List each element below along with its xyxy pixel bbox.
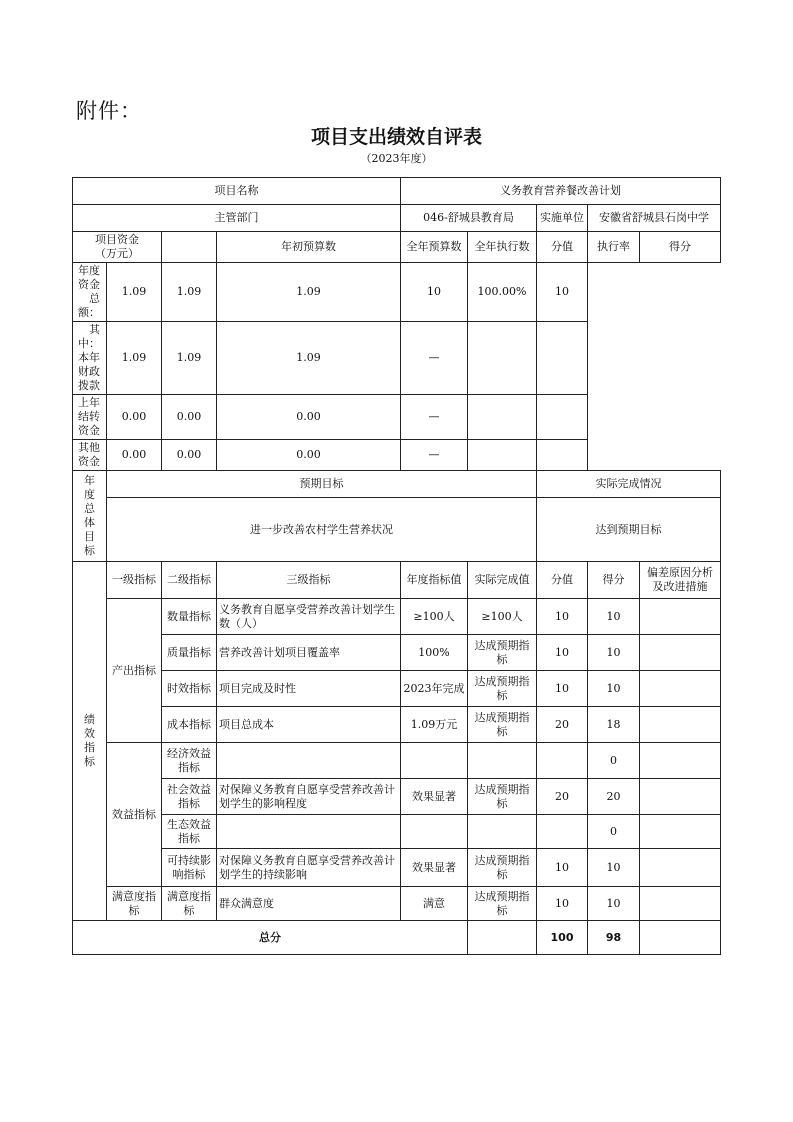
indicator-note [640, 815, 721, 849]
page-title: 项目支出绩效自评表 [310, 126, 482, 148]
funds-cell: 0.00 [217, 440, 401, 471]
funds-cell [537, 322, 588, 395]
indicator-score-value: 10 [537, 887, 588, 921]
group-satisfaction: 满意度指标 [107, 887, 162, 921]
funds-cell: 1.09 [162, 322, 217, 395]
indicator-target: ≥100人 [401, 599, 468, 635]
funds-label: 项目资金 （万元） [73, 232, 162, 263]
indicator-score-value [537, 743, 588, 779]
indicator-score-value: 10 [537, 671, 588, 707]
total-label: 总分 [73, 921, 468, 955]
expected-value: 进一步改善农村学生营养状况 [107, 498, 537, 562]
indicator-target: 100% [401, 635, 468, 671]
funds-cell: — [401, 322, 468, 395]
indicator-note [640, 707, 721, 743]
project-name-label: 项目名称 [73, 178, 401, 205]
indicator-target [401, 815, 468, 849]
dept-value: 046-舒城县教育局 [401, 205, 537, 232]
indicator-target: 1.09万元 [401, 707, 468, 743]
indicator-l3: 对保障义务教育自愿享受营养改善计划学生的持续影响 [217, 849, 401, 887]
indicator-score: 10 [588, 671, 640, 707]
indicator-score-value: 20 [537, 779, 588, 815]
indicator-target [401, 743, 468, 779]
unit-label: 实施单位 [537, 205, 588, 232]
indicator-actual: ≥100人 [468, 599, 537, 635]
indicator-score: 20 [588, 779, 640, 815]
indicator-target: 满意 [401, 887, 468, 921]
indicator-l2: 成本指标 [162, 707, 217, 743]
funds-cell: — [401, 440, 468, 471]
funds-row-label: 年度资金总额： [73, 263, 107, 322]
actual-header: 实际完成情况 [537, 471, 721, 498]
indicator-l3: 义务教育自愿享受营养改善计划学生数（人） [217, 599, 401, 635]
group-output: 产出指标 [107, 599, 162, 743]
indicator-note [640, 849, 721, 887]
indicator-actual: 达成预期指标 [468, 671, 537, 707]
indicator-l2: 经济效益指标 [162, 743, 217, 779]
funds-cell: 0.00 [107, 395, 162, 440]
indicator-note [640, 887, 721, 921]
indicator-score-value: 10 [537, 849, 588, 887]
indicator-score-value: 10 [537, 635, 588, 671]
funds-header: 分值 [537, 232, 588, 263]
indicator-actual: 达成预期指标 [468, 707, 537, 743]
funds-cell [537, 395, 588, 440]
project-name-value: 义务教育营养餐改善计划 [401, 178, 721, 205]
indicator-note [640, 635, 721, 671]
funds-cell: 1.09 [107, 263, 162, 322]
indicator-score: 10 [588, 849, 640, 887]
actual-value: 达到预期目标 [537, 498, 721, 562]
funds-cell: 0.00 [217, 395, 401, 440]
total-note [640, 921, 721, 955]
funds-cell: 0.00 [162, 395, 217, 440]
funds-cell: 0.00 [162, 440, 217, 471]
indicator-actual: 达成预期指标 [468, 779, 537, 815]
indicator-l3: 营养改善计划项目覆盖率 [217, 635, 401, 671]
funds-cell [468, 440, 537, 471]
indicator-l2: 可持续影响指标 [162, 849, 217, 887]
indicator-header: 三级指标 [217, 562, 401, 599]
indicator-header: 偏差原因分析 及改进措施 [640, 562, 721, 599]
funds-header: 全年预算数 [401, 232, 468, 263]
funds-cell: 0.00 [107, 440, 162, 471]
total-score: 98 [588, 921, 640, 955]
indicator-score: 0 [588, 743, 640, 779]
indicator-l2: 质量指标 [162, 635, 217, 671]
indicator-l3: 群众满意度 [217, 887, 401, 921]
indicator-l2: 数量指标 [162, 599, 217, 635]
funds-cell [468, 395, 537, 440]
funds-cell: 1.09 [107, 322, 162, 395]
indicator-target: 2023年完成 [401, 671, 468, 707]
total-actual [468, 921, 537, 955]
group-benefit: 效益指标 [107, 743, 162, 887]
indicator-score: 10 [588, 635, 640, 671]
expected-header: 预期目标 [107, 471, 537, 498]
indicator-actual: 达成预期指标 [468, 635, 537, 671]
indicator-actual: 达成预期指标 [468, 887, 537, 921]
indicator-actual [468, 815, 537, 849]
unit-value: 安徽省舒城县石岗中学 [588, 205, 721, 232]
indicator-score-value: 10 [537, 599, 588, 635]
indicator-note [640, 671, 721, 707]
indicator-note [640, 599, 721, 635]
funds-cell: 1.09 [162, 263, 217, 322]
funds-cell: 1.09 [217, 263, 401, 322]
indicators-label: 绩 效 指 标 [73, 562, 107, 921]
indicator-header: 二级指标 [162, 562, 217, 599]
indicator-l2: 满意度指标 [162, 887, 217, 921]
funds-cell: — [401, 395, 468, 440]
funds-row-label: 其他资金 [73, 440, 107, 471]
funds-cell: 100.00% [468, 263, 537, 322]
funds-cell: 10 [537, 263, 588, 322]
indicator-target: 效果显著 [401, 849, 468, 887]
total-score-value: 100 [537, 921, 588, 955]
funds-cell: 1.09 [217, 322, 401, 395]
indicator-l3: 项目完成及时性 [217, 671, 401, 707]
indicator-score: 0 [588, 815, 640, 849]
indicator-header: 一级指标 [107, 562, 162, 599]
indicator-l2: 生态效益指标 [162, 815, 217, 849]
funds-cell [468, 322, 537, 395]
indicator-target: 效果显著 [401, 779, 468, 815]
indicator-actual [468, 743, 537, 779]
indicator-score: 18 [588, 707, 640, 743]
indicator-l3: 对保障义务教育自愿享受营养改善计划学生的影响程度 [217, 779, 401, 815]
indicator-score-value [537, 815, 588, 849]
evaluation-table [72, 177, 721, 955]
funds-cell [537, 440, 588, 471]
funds-header: 得分 [640, 232, 721, 263]
indicator-note [640, 743, 721, 779]
indicator-actual: 达成预期指标 [468, 849, 537, 887]
attachment-label: 附件： [76, 99, 142, 123]
indicator-score: 10 [588, 599, 640, 635]
indicator-l3: 项目总成本 [217, 707, 401, 743]
funds-cell: 10 [401, 263, 468, 322]
dept-label: 主管部门 [73, 205, 401, 232]
indicator-l3 [217, 815, 401, 849]
indicator-note [640, 779, 721, 815]
funds-row-label: 上年结转资金 [73, 395, 107, 440]
indicator-l2: 时效指标 [162, 671, 217, 707]
funds-row-label-blank [162, 232, 217, 263]
funds-row-label: 其中：本年财政拨款 [73, 322, 107, 395]
indicator-header: 分值 [537, 562, 588, 599]
indicator-header: 年度指标值 [401, 562, 468, 599]
funds-header: 全年执行数 [468, 232, 537, 263]
page-subtitle: （2023年度） [360, 152, 433, 165]
funds-header: 执行率 [588, 232, 640, 263]
goals-label: 年 度 总 体 目 标 [73, 471, 107, 562]
indicator-header: 得分 [588, 562, 640, 599]
indicator-score-value: 20 [537, 707, 588, 743]
indicator-score: 10 [588, 887, 640, 921]
funds-header: 年初预算数 [217, 232, 401, 263]
indicator-l3 [217, 743, 401, 779]
indicator-header: 实际完成值 [468, 562, 537, 599]
indicator-l2: 社会效益指标 [162, 779, 217, 815]
